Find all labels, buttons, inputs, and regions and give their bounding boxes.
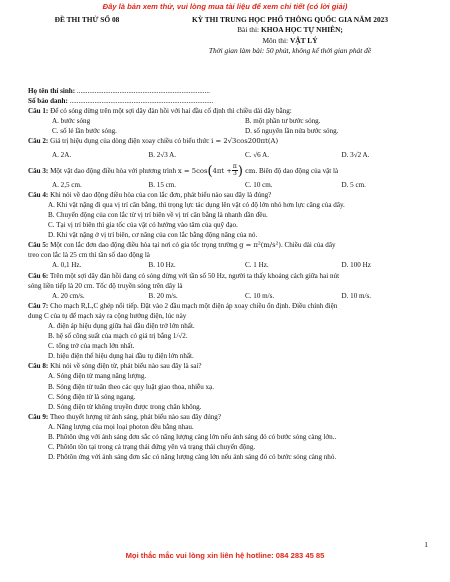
question-stem: [28, 301, 438, 311]
option-a[interactable]: A. điện áp hiệu dụng giữa hai đầu điện trở lớn nhất.: [48, 321, 195, 330]
question-label: Câu 9:: [28, 412, 49, 421]
question-label: Câu 4:: [28, 190, 49, 199]
student-name-label: Họ tên thí sinh:: [28, 87, 77, 95]
question-text: Một vật dao động điều hòa với phương trình: [50, 166, 177, 175]
option-d[interactable]: D. Khi vật nặng ở vị trí biên, cơ năng của con lắc bằng động năng của nó.: [48, 231, 258, 240]
exam-code: ĐỀ THI THỬ SỐ 08: [54, 15, 120, 24]
question-text: Giá trị hiệu dụng của dòng điện xoay chiều có biểu thức: [50, 137, 210, 146]
question-label: Câu 1:: [28, 107, 49, 116]
option-b[interactable]: B. Phôtôn ứng với ánh sáng đơn sắc có năng lượng càng lớn nếu ánh sáng đó có bước sóng càng lớn..: [48, 433, 337, 441]
question: [28, 240, 438, 270]
option-b[interactable]: B. 20 m/s.: [148, 291, 178, 300]
option-row: [28, 116, 438, 126]
option-row: [28, 180, 438, 190]
option-a[interactable]: A. 2,5 cm.: [52, 180, 82, 189]
question-stem: [28, 240, 438, 250]
current-formula: i = 2√3cos200πt(A): [211, 137, 279, 146]
hotline-notice[interactable]: Mọi thắc mắc vui lòng xin liên hệ hotline: 084 283 45 85: [125, 551, 325, 560]
option-c[interactable]: C. Tại vị trí biên thì gia tốc của vật có hướng vào tâm của quỹ đạo.: [48, 221, 238, 230]
option-b[interactable]: B. Chuyển động của con lắc từ vị trí biên về vị trí cân bằng là nhanh dần đều.: [48, 210, 268, 219]
option-b[interactable]: B. 2√3 A.: [148, 150, 177, 159]
option-b[interactable]: B. một phần tư bước sóng.: [245, 117, 321, 126]
formula-inner: 4πt +: [212, 166, 232, 175]
question-stem: [28, 412, 438, 422]
question: [28, 190, 438, 240]
option-c[interactable]: C. 10 cm.: [245, 180, 273, 189]
option-c[interactable]: C. 10 m/s.: [245, 291, 275, 300]
question-text: Để có sóng dừng trên một sợi dây đàn hồi với hai đầu cố định thì chiều dài dây bằng:: [50, 107, 292, 116]
option-d[interactable]: D. số nguyên lần nửa bước sóng.: [245, 127, 339, 136]
option-b[interactable]: B. 10 Hz.: [148, 261, 176, 270]
student-name-line[interactable]: [28, 86, 438, 96]
option-row: [28, 150, 438, 160]
preview-notice[interactable]: Đây là bản xem thử, vui lòng mua tài liệu để xem chi tiết (có lời giải): [102, 2, 348, 11]
option-a[interactable]: A. Sóng điện từ mang năng lượng.: [48, 372, 147, 381]
question-text-after: . Chiều dài của dây: [280, 241, 336, 250]
exam-content: [28, 86, 438, 462]
question-label: Câu 8:: [28, 362, 49, 371]
option-c[interactable]: C. số lẻ lần bước sóng.: [52, 127, 117, 136]
question-label: Câu 3:: [28, 166, 49, 175]
option-row: [28, 291, 438, 301]
question: [28, 136, 438, 159]
question-text-cont: sóng liền tiếp là 20 cm. Tốc độ truyền sóng trên dây là: [28, 281, 183, 290]
formula-unit: cm: [245, 166, 256, 175]
student-id-line[interactable]: [28, 96, 438, 106]
question-text-cont: dung C của tụ để mạch xảy ra cộng hưởng điện, lúc này: [28, 311, 187, 320]
subject-line: [150, 36, 430, 46]
student-id-dots: .................................................................................: [69, 97, 214, 106]
question: [28, 271, 438, 301]
option-c[interactable]: C. √6 A.: [245, 150, 269, 159]
question-stem: [28, 190, 438, 200]
subject-group-prefix: Bài thi:: [237, 25, 261, 35]
question-text: Khi nói về dao động điều hòa của con lắc đơn, phát biểu nào sau đây là đúng?: [50, 190, 272, 199]
question: [28, 301, 438, 362]
option-b[interactable]: B. Sóng điện từ tuân theo các quy luật giao thoa, nhiễu xạ.: [48, 382, 214, 391]
option-c[interactable]: C. 1 Hz.: [245, 261, 269, 270]
option-d[interactable]: D. 3√2 A.: [341, 150, 370, 159]
question-text: Một con lắc đơn dao động điều hòa tại nơi có gia tốc trọng trường: [50, 241, 238, 250]
question-stem: [28, 271, 438, 281]
option-d[interactable]: D. 10 m/s.: [341, 291, 372, 300]
option-a[interactable]: A. Khi vật nặng đi qua vị trí cân bằng, thì trọng lực tác dụng lên vật có độ lớn nhỏ hơn lực căng của dây.: [48, 200, 345, 209]
student-id-label: Số báo danh:: [28, 97, 70, 106]
question-stem: [28, 106, 438, 116]
option-a[interactable]: A. 20 cm/s.: [52, 291, 85, 300]
question: [28, 412, 438, 462]
question-text: Cho mạch R,L,C ghép nối tiếp. Đặt vào 2 đầu mạch một điện áp xoay chiều ổn định. Điều chỉnh điện: [50, 301, 338, 310]
question-label: Câu 5:: [28, 241, 49, 250]
option-a[interactable]: A. 2A.: [52, 150, 72, 159]
option-d[interactable]: D. Phôtôn ứng với ánh sáng đơn sắc có năng lượng càng lớn nếu ánh sáng đó có bước sóng càng nhỏ.: [48, 453, 337, 462]
option-d[interactable]: D. 5 cm.: [341, 180, 366, 189]
question-text-after: . Biên độ dao động của vật là: [255, 166, 339, 175]
oscillation-formula: [177, 162, 256, 179]
question-text: Trên một sợi dây đàn hồi đang có sóng dừng với tần số 50 Hz, người ta thấy khoảng cách giữa hai nút: [49, 271, 340, 280]
question-stem: [28, 361, 438, 371]
question-label: Câu 6:: [28, 271, 49, 280]
option-d[interactable]: D. 100 Hz: [341, 261, 371, 270]
option-d[interactable]: D. Sóng điện từ không truyền được trong chân không.: [48, 402, 202, 411]
exam-header: [150, 15, 430, 56]
option-row: [28, 260, 438, 270]
question-label: Câu 7:: [28, 301, 49, 310]
question-stem: [28, 163, 438, 180]
paren-open: (: [207, 163, 213, 179]
question: [28, 106, 438, 136]
question: [28, 361, 438, 411]
gravity-formula: g = π²(m/s²): [239, 241, 281, 250]
subject-group-line: [150, 25, 430, 35]
exam-time: Thời gian làm bài: 50 phút, không kể thời gian phát đề: [208, 45, 372, 55]
option-b[interactable]: B. hệ số công suất của mạch có giá trị bằng 1/√2.: [48, 332, 188, 341]
question-text: Khi nói về sóng điện từ, phát biểu nào sau đây là sai?: [50, 362, 202, 371]
question-text: Theo thuyết lượng tử ánh sáng, phát biểu nào sau đây đúng?: [49, 412, 221, 421]
option-c[interactable]: C. Phôtôn tồn tại trong cả trạng thái đứng yên và trạng thái chuyển động.: [48, 443, 256, 452]
option-row: [28, 126, 438, 136]
fraction-denominator: 3: [232, 170, 237, 178]
option-d[interactable]: D. hiệu điện thế hiệu dụng hai đầu tụ điện lớn nhất.: [48, 352, 194, 361]
option-c[interactable]: C. Sóng điện từ là sóng ngang.: [48, 392, 136, 401]
option-a[interactable]: A. 0,1 Hz.: [52, 261, 82, 270]
subject: VẬT LÝ: [289, 35, 318, 45]
question: [28, 163, 438, 190]
option-b[interactable]: B. 15 cm.: [148, 180, 177, 189]
question-label: Câu 2:: [28, 137, 49, 146]
exam-title: KỲ THI TRUNG HỌC PHỔ THÔNG QUỐC GIA NĂM 2023: [191, 15, 389, 24]
subject-group: KHOA HỌC TỰ NHIÊN;: [260, 25, 343, 35]
option-a[interactable]: A. Năng lượng của mọi loại photon đều bằng nhau.: [48, 422, 194, 431]
question-stem: [28, 136, 438, 146]
option-c[interactable]: C. tổng trở của mạch lớn nhất.: [48, 342, 135, 351]
fraction-numerator: π: [232, 162, 237, 170]
subject-prefix: Môn thi:: [262, 35, 290, 45]
formula-head: x = 5cos: [177, 166, 208, 175]
question-text-cont: treo con lắc là 25 cm thì tần số dao động là: [28, 251, 150, 260]
student-name-dots: ...........................................................................: [76, 87, 210, 95]
paren-close: ): [237, 163, 243, 179]
option-a[interactable]: A. bước sóng: [52, 117, 91, 126]
page-number: 1: [424, 540, 428, 549]
